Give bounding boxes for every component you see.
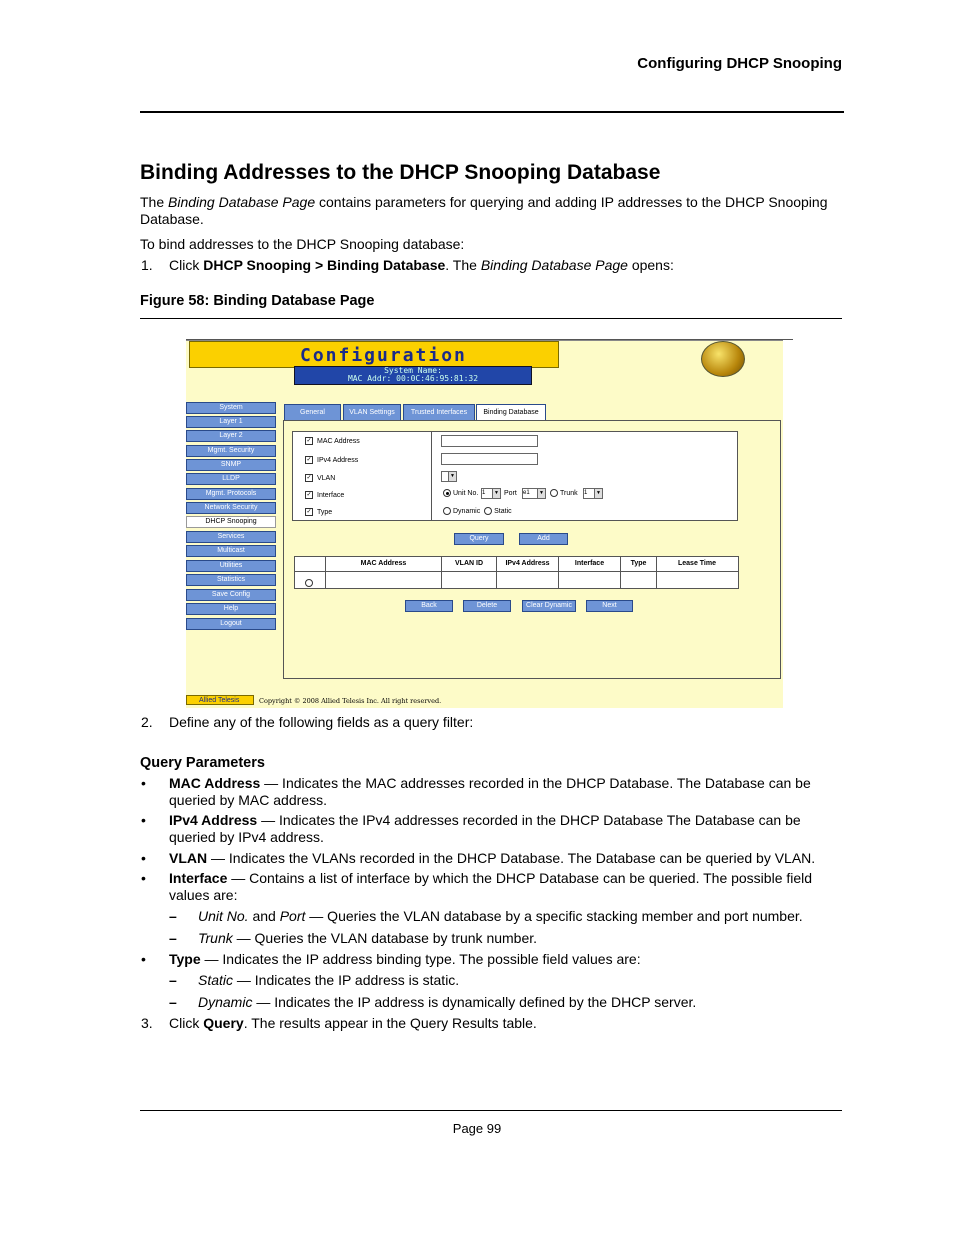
nav-mgmt-protocols[interactable]: Mgmt. Protocols <box>186 488 276 500</box>
trunk-option: Trunk <box>550 489 578 497</box>
type-options: Dynamic Static <box>443 507 512 515</box>
system-info-box <box>294 366 532 385</box>
port-label: Port <box>504 490 517 497</box>
form-divider <box>431 432 432 520</box>
nav-multicast[interactable]: Multicast <box>186 545 276 557</box>
step-number: 3. <box>141 1015 153 1031</box>
binding-database-screenshot <box>186 340 783 708</box>
sub-trunk: Trunk — Queries the VLAN database by trunk number. <box>198 930 538 946</box>
nav-mgmt-security[interactable]: Mgmt. Security <box>186 445 276 457</box>
figure-border <box>186 339 793 340</box>
dash-icon: – <box>169 930 177 946</box>
system-name: System Name: <box>384 366 442 375</box>
step-3: Click Query. The results appear in the Query Results table. <box>169 1015 537 1031</box>
vlan-field-label: ✓ VLAN <box>306 474 336 482</box>
next-button[interactable]: Next <box>586 600 633 612</box>
sub-unit-port: Unit No. and Port — Queries the VLAN database by a specific stacking member and port number. <box>198 908 803 924</box>
step-number: 2. <box>141 714 153 730</box>
vlan-select[interactable] <box>441 471 457 482</box>
copyright-text: Copyright © 2008 Allied Telesis Inc. All right reserved. <box>259 697 442 705</box>
figure-caption: Figure 58: Binding Database Page <box>140 293 375 309</box>
nav-save-config[interactable]: Save Config <box>186 589 276 601</box>
footer-rule <box>140 1110 842 1111</box>
port-select[interactable]: e1 ▼ <box>522 488 546 499</box>
mac-address-field-label: ✓ MAC Address <box>306 437 360 445</box>
type-checkbox[interactable]: ✓ <box>306 509 312 515</box>
table-cell <box>621 572 657 589</box>
step-1: Click DHCP Snooping > Binding Database. The Binding Database Page opens: <box>169 257 674 273</box>
table-header: MAC Address <box>326 557 442 571</box>
intro-paragraph: The Binding Database Page contains parameters for querying and adding IP addresses to the DHCP Snooping Database. <box>140 194 828 227</box>
bind-intro: To bind addresses to the DHCP Snooping database: <box>140 236 465 252</box>
interface-checkbox[interactable]: ✓ <box>306 492 312 498</box>
step-2: Define any of the following fields as a query filter: <box>169 714 474 730</box>
table-header: IPv4 Address <box>497 557 559 571</box>
bullet-icon: • <box>141 775 146 791</box>
table-header: Interface <box>559 557 621 571</box>
chevron-down-icon: ▼ <box>492 489 500 498</box>
vlan-checkbox[interactable]: ✓ <box>306 475 312 481</box>
globe-logo-icon <box>701 341 745 377</box>
interface-field-label: ✓ Interface <box>306 491 345 499</box>
dash-icon: – <box>169 972 177 988</box>
interface-options: Unit No. <box>443 489 478 497</box>
tab-trusted-interfaces[interactable]: Trusted Interfaces <box>403 404 475 421</box>
nav-lldp[interactable]: LLDP <box>186 473 276 485</box>
back-button[interactable]: Back <box>405 600 453 612</box>
nav-dhcp-snooping[interactable]: DHCP Snooping <box>186 516 276 528</box>
section-heading: Binding Addresses to the DHCP Snooping Database <box>140 161 661 184</box>
query-form <box>292 431 738 521</box>
caption-rule <box>140 318 842 319</box>
row-select-cell <box>295 572 326 589</box>
dynamic-radio[interactable] <box>443 507 451 515</box>
bullet-icon: • <box>141 870 146 886</box>
chevron-down-icon: ▼ <box>537 489 545 498</box>
running-header: Configuring DHCP Snooping <box>637 55 842 72</box>
table-header: Lease Time <box>677 560 716 567</box>
bullet-type: Type — Indicates the IP address binding type. The possible field values are: <box>169 951 641 967</box>
delete-button[interactable]: Delete <box>463 600 511 612</box>
dash-icon: – <box>169 994 177 1010</box>
nav-statistics[interactable]: Statistics <box>186 574 276 586</box>
ipv4-address-field-label: ✓ IPv4 Address <box>306 456 359 464</box>
mac-address-checkbox[interactable]: ✓ <box>306 438 312 444</box>
table-row <box>295 571 738 589</box>
query-button[interactable]: Query <box>454 533 504 545</box>
trunk-radio[interactable] <box>550 489 558 497</box>
static-radio[interactable] <box>484 507 492 515</box>
table-cell <box>442 572 497 589</box>
table-cell <box>559 572 621 589</box>
ipv4-address-checkbox[interactable]: ✓ <box>306 457 312 463</box>
bullet-icon: • <box>141 951 146 967</box>
table-cell <box>497 572 559 589</box>
bullet-icon: • <box>141 850 146 866</box>
sub-dynamic: Dynamic — Indicates the IP address is dynamically defined by the DHCP server. <box>198 994 697 1010</box>
tab-vlan-settings[interactable]: VLAN Settings <box>343 404 401 421</box>
step-number: 1. <box>141 257 153 273</box>
unit-no-radio[interactable] <box>443 489 451 497</box>
side-nav <box>186 402 276 632</box>
add-button[interactable]: Add <box>519 533 568 545</box>
nav-layer1[interactable]: Layer 1 <box>186 416 276 428</box>
nav-system[interactable]: System <box>186 402 276 414</box>
query-results-table <box>294 556 739 589</box>
bullet-vlan: VLAN — Indicates the VLANs recorded in the DHCP Database. The Database can be queried by VLAN. <box>169 850 816 866</box>
allied-telesis-logo: Allied Telesis <box>186 695 254 705</box>
bullet-ipv4-address: IPv4 Address — Indicates the IPv4 addresses recorded in the DHCP Database The Database can be queried by IPv4 address. <box>169 812 801 845</box>
clear-dynamic-button[interactable]: Clear Dynamic <box>522 600 576 612</box>
trunk-select[interactable]: 1 ▼ <box>583 488 603 499</box>
type-field-label: ✓ Type <box>306 508 333 516</box>
configuration-banner <box>189 341 559 368</box>
nav-snmp[interactable]: SNMP <box>186 459 276 471</box>
nav-utilities[interactable]: Utilities <box>186 560 276 572</box>
tab-general[interactable]: General <box>284 404 341 421</box>
chevron-down-icon: ▼ <box>594 489 602 498</box>
bullet-mac-address: MAC Address — Indicates the MAC addresses recorded in the DHCP Database. The Database can be queried by MAC address. <box>169 775 811 808</box>
nav-layer2[interactable]: Layer 2 <box>186 430 276 442</box>
bullet-interface: Interface — Contains a list of interface by which the DHCP Database can be queried. The possible field values are: <box>169 870 813 903</box>
table-header: VLAN ID <box>442 557 497 571</box>
ipv4-address-input[interactable] <box>441 453 538 465</box>
banner-title: Configuration <box>300 345 467 366</box>
table-header: Type <box>621 557 657 571</box>
row-select-radio[interactable] <box>305 579 313 587</box>
sub-static: Static — Indicates the IP address is static. <box>198 972 460 988</box>
chevron-down-icon: ▼ <box>448 472 456 481</box>
dash-icon: – <box>169 908 177 924</box>
page-number: Page 99 <box>452 1121 502 1136</box>
query-parameters-heading: Query Parameters <box>140 755 265 771</box>
nav-help[interactable]: Help <box>186 603 276 615</box>
header-rule <box>140 111 844 113</box>
mac-address: MAC Addr: 00:0C:46:95:81:32 <box>347 374 479 383</box>
nav-services[interactable]: Services <box>186 531 276 543</box>
bullet-icon: • <box>141 812 146 828</box>
tab-binding-database[interactable]: Binding Database <box>476 404 546 421</box>
nav-network-security[interactable]: Network Security <box>186 502 276 514</box>
nav-logout[interactable]: Logout <box>186 618 276 630</box>
unit-no-select[interactable]: 1 ▼ <box>481 488 501 499</box>
mac-address-input[interactable] <box>441 435 538 447</box>
table-cell <box>326 572 442 589</box>
table-header-select <box>295 557 326 571</box>
